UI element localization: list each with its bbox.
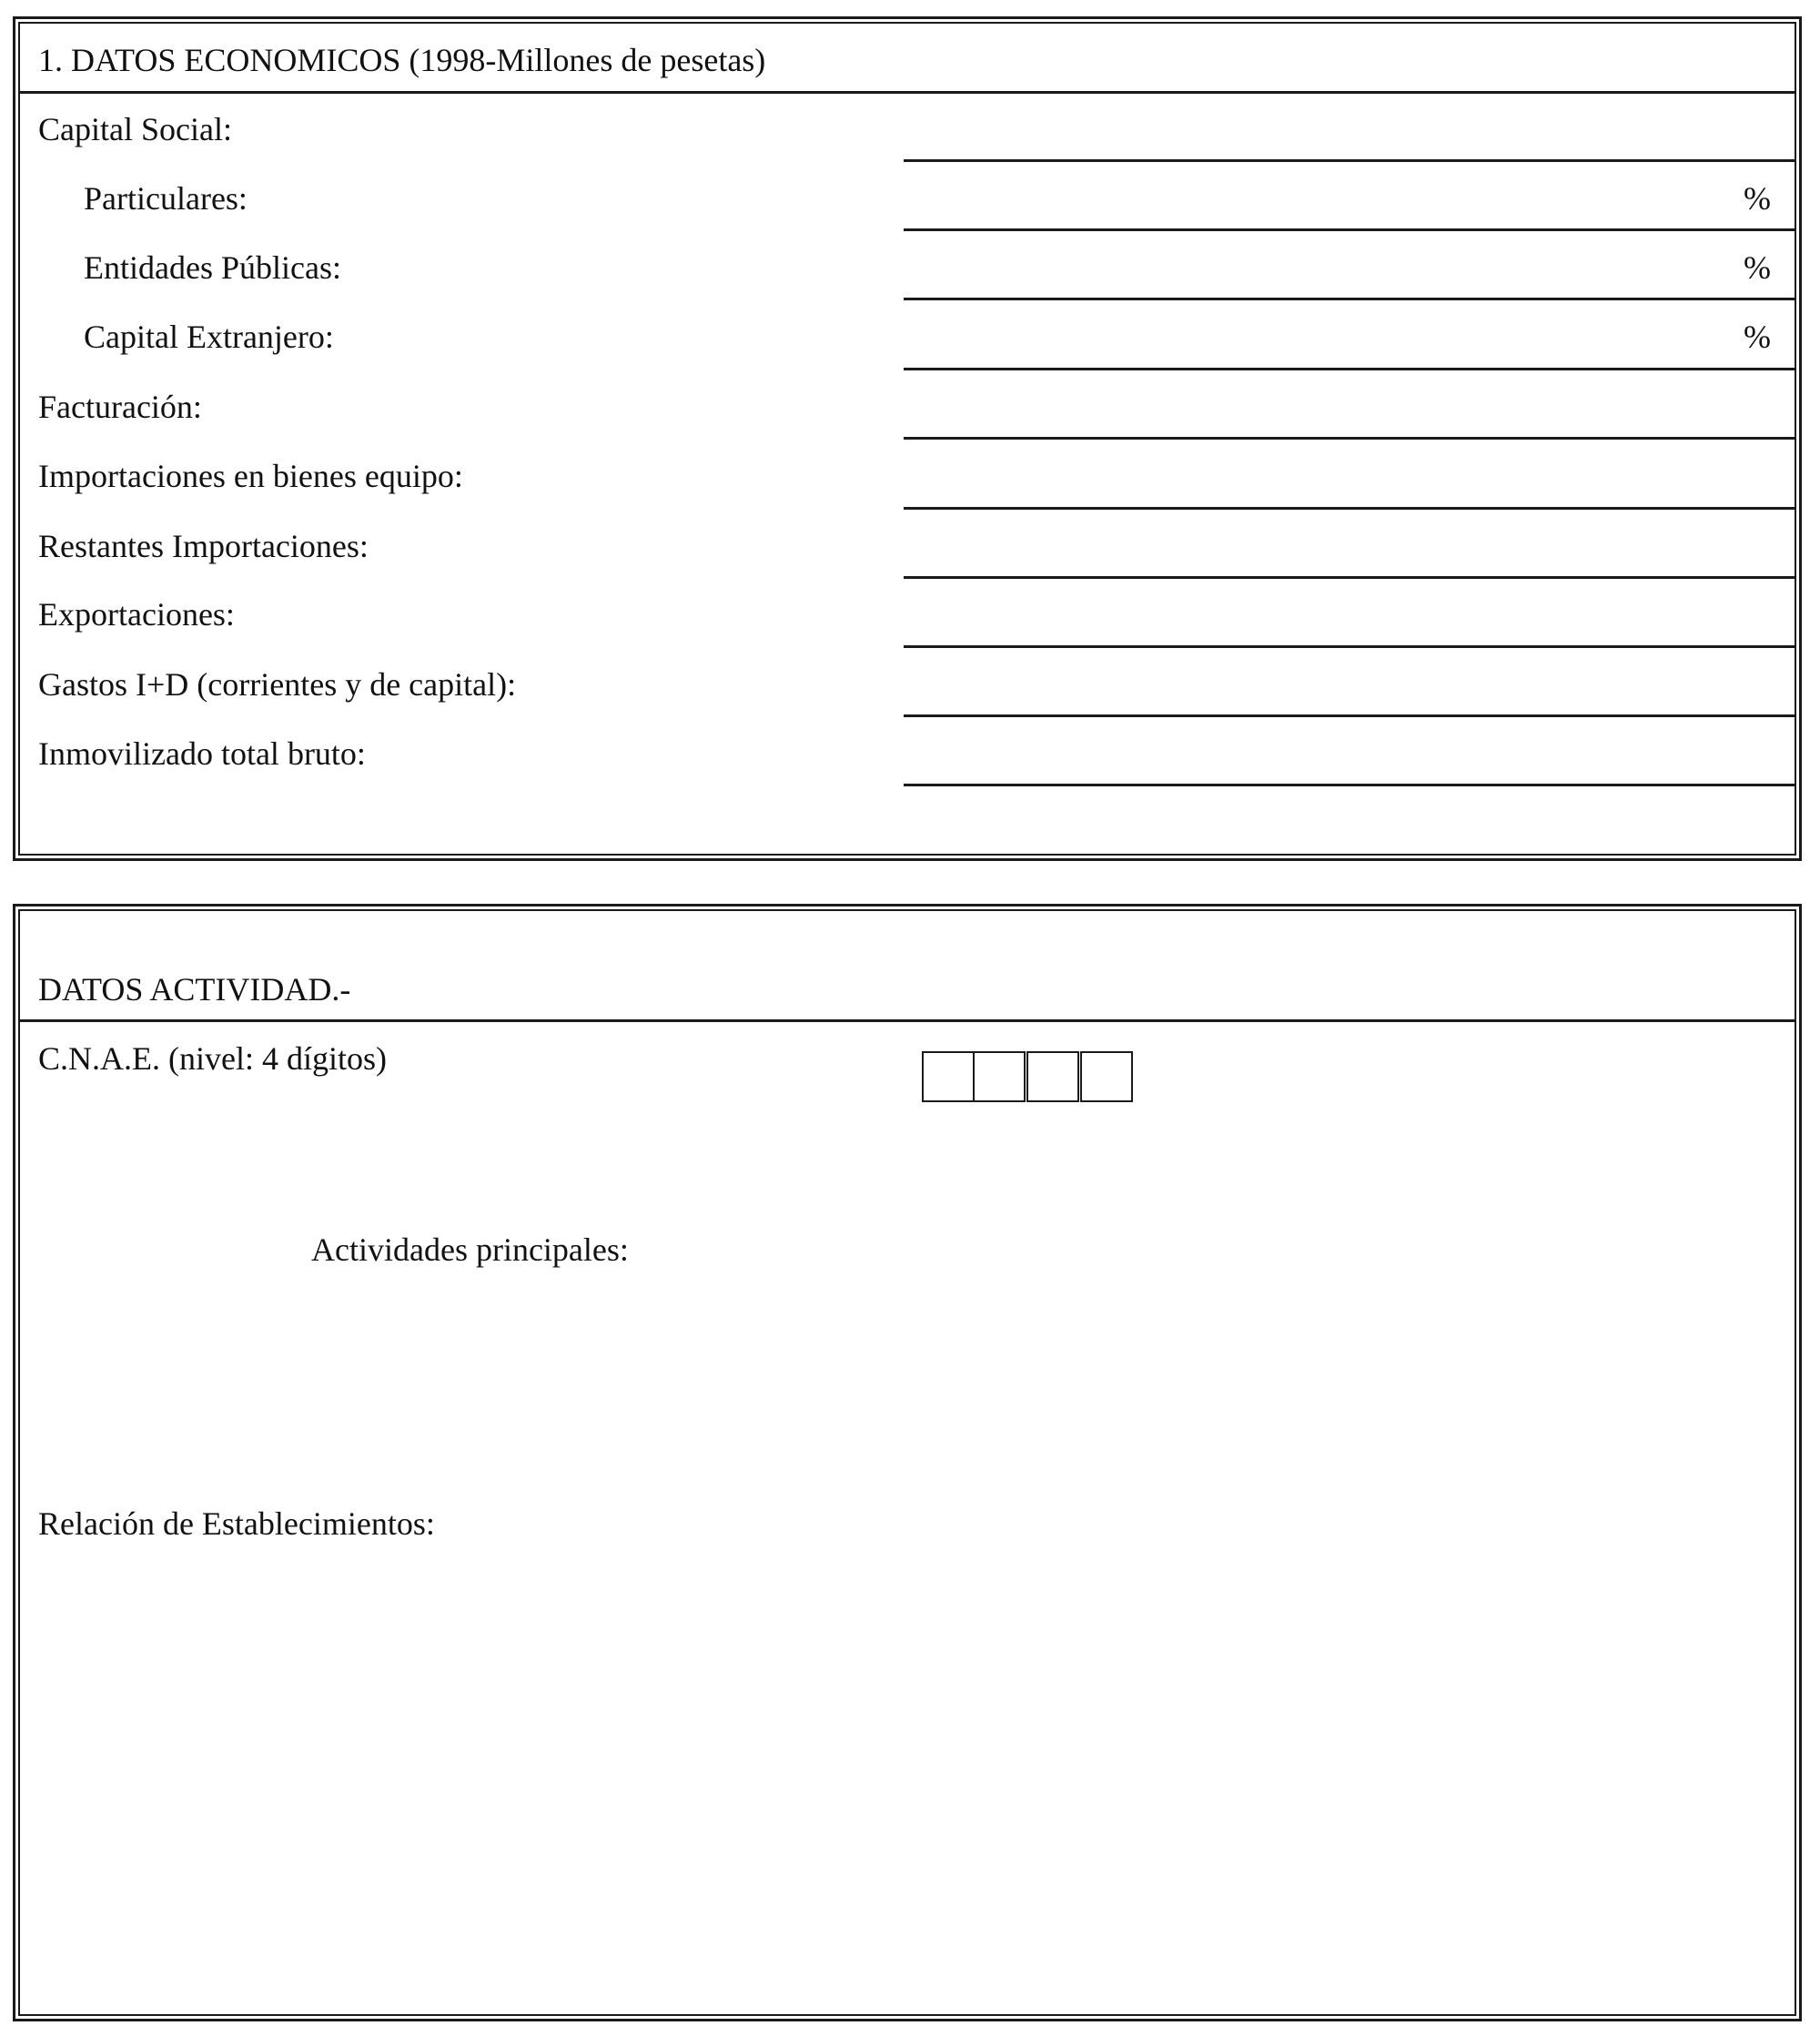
label-gastos-id: Gastos I+D (corrientes y de capital): (38, 666, 517, 703)
field-capital-extranjero[interactable] (904, 368, 1796, 370)
label-cnae: C.N.A.E. (nivel: 4 dígitos) (38, 1040, 387, 1077)
field-particulares[interactable] (904, 228, 1796, 231)
label-facturacion: Facturación: (38, 389, 202, 425)
label-entidades-publicas: Entidades Públicas: (84, 249, 341, 286)
cnae-digit-box[interactable] (973, 1051, 1026, 1102)
economic-section-title: 1. DATOS ECONOMICOS (1998-Millones de pesetas) (38, 42, 766, 78)
label-capital-social: Capital Social: (38, 111, 232, 147)
label-importaciones-bienes-equipo: Importaciones en bienes equipo: (38, 458, 463, 494)
field-importaciones-bienes-equipo[interactable] (904, 507, 1796, 510)
percent-sign: % (1744, 180, 1771, 217)
field-inmovilizado-total-bruto[interactable] (904, 784, 1796, 786)
field-exportaciones[interactable] (904, 645, 1796, 648)
label-main-activities: Actividades principales: (311, 1231, 629, 1268)
field-restantes-importaciones[interactable] (904, 576, 1796, 579)
field-gastos-id[interactable] (904, 714, 1796, 717)
activity-title-divider (18, 1019, 1796, 1022)
cnae-digit-box[interactable] (1026, 1051, 1079, 1102)
label-restantes-importaciones: Restantes Importaciones: (38, 528, 369, 564)
field-capital-social[interactable] (904, 159, 1796, 162)
percent-sign: % (1744, 319, 1771, 355)
label-capital-extranjero: Capital Extranjero: (84, 319, 334, 355)
label-exportaciones: Exportaciones: (38, 596, 235, 633)
cnae-digit-box[interactable] (922, 1051, 975, 1102)
activity-section-title: DATOS ACTIVIDAD.- (38, 971, 351, 1008)
economic-title-divider (18, 91, 1796, 94)
field-facturacion[interactable] (904, 437, 1796, 440)
cnae-digit-box[interactable] (1080, 1051, 1133, 1102)
label-establishments: Relación de Establecimientos: (38, 1505, 435, 1542)
label-particulares: Particulares: (84, 180, 248, 217)
percent-sign: % (1744, 249, 1771, 286)
field-entidades-publicas[interactable] (904, 298, 1796, 300)
label-inmovilizado-total-bruto: Inmovilizado total bruto: (38, 735, 366, 772)
